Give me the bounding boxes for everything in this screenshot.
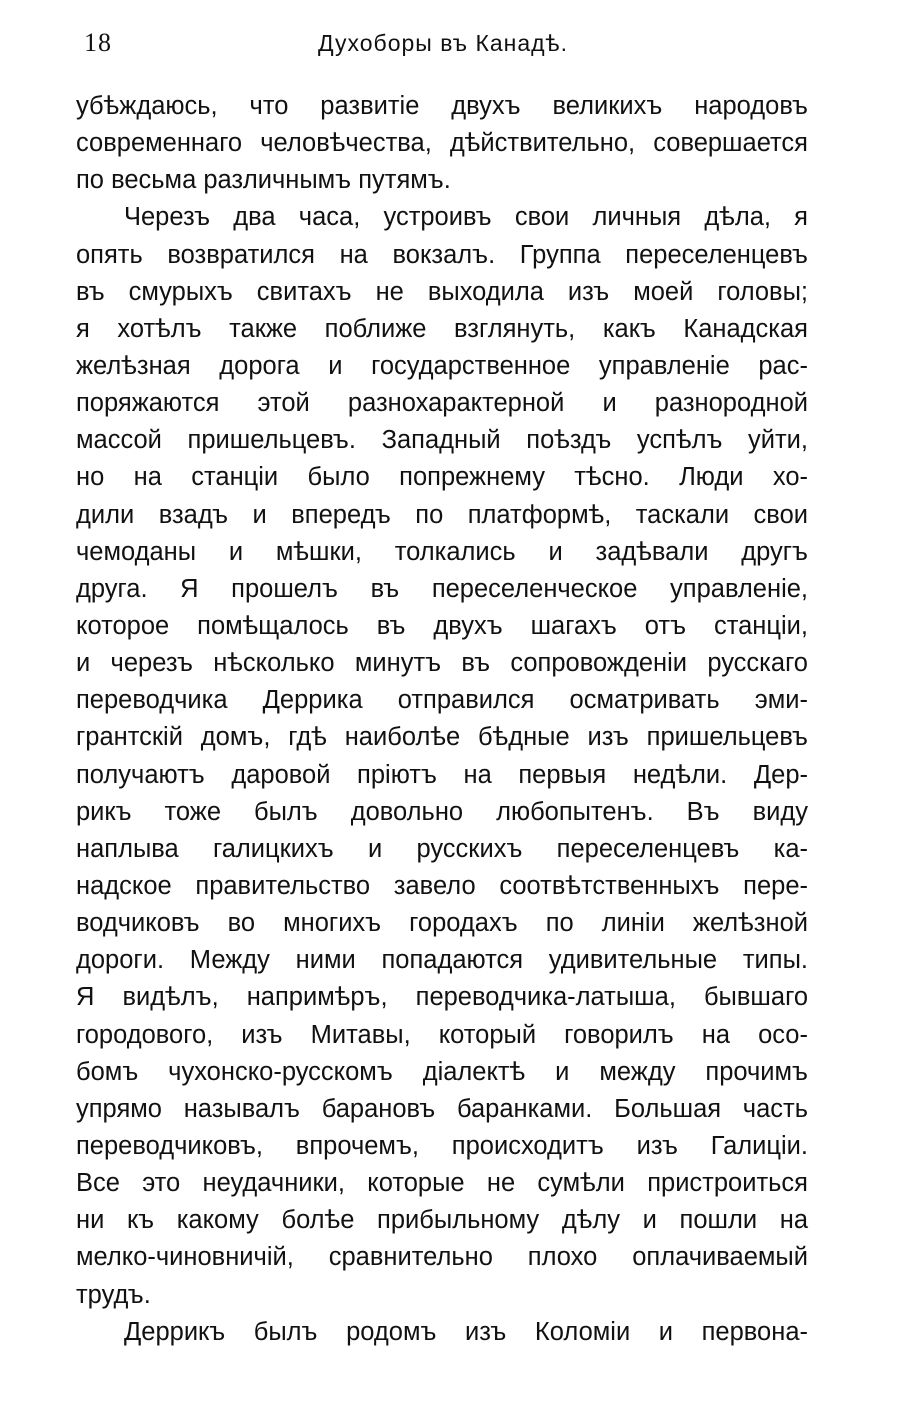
text-line: дороги. Между ними попадаются удивительные типы.	[76, 946, 808, 975]
text-line: но на станціи было попрежнему тѣсно. Люди хо-	[76, 463, 808, 492]
text-line: грантскій домъ, гдѣ наиболѣе бѣдные изъ пришельцевъ	[76, 723, 808, 752]
text-line: Я видѣлъ, напримѣръ, переводчика-латыша, бывшаго	[76, 983, 808, 1012]
text-line: Деррикъ былъ родомъ изъ Коломіи и первона-	[124, 1317, 808, 1346]
text-line: упрямо называлъ барановъ баранками. Большая часть	[76, 1094, 808, 1123]
text-line: которое помѣщалось въ двухъ шагахъ отъ станціи,	[76, 611, 808, 640]
body-text	[76, 88, 808, 1351]
text-line: переводчиковъ, впрочемъ, происходитъ изъ Галиціи.	[76, 1131, 808, 1160]
text-line: ни къ какому болѣе прибыльному дѣлу и пошли на	[76, 1206, 808, 1235]
text-line: наплыва галицкихъ и русскихъ переселенцевъ ка-	[76, 834, 808, 863]
text-line: трудъ.	[76, 1280, 151, 1309]
text-line: получаютъ даровой пріютъ на первыя недѣли. Дер-	[76, 760, 808, 789]
text-line: желѣзная дорога и государственное управленіе рас-	[76, 351, 808, 380]
page-number: 18	[84, 28, 112, 57]
text-line: друга. Я прошелъ въ переселенческое управленіе,	[76, 574, 808, 603]
text-line: водчиковъ во многихъ городахъ по линіи желѣзной	[76, 909, 808, 938]
text-line: рикъ тоже былъ довольно любопытенъ. Въ виду	[76, 797, 808, 826]
text-line: опять возвратился на вокзалъ. Группа переселенцевъ	[76, 240, 808, 269]
text-line: городового, изъ Митавы, который говорилъ на осо-	[76, 1020, 808, 1049]
text-line: убѣждаюсь, что развитіе двухъ великихъ народовъ	[76, 92, 808, 120]
text-line: поряжаются этой разнохарактерной и разнородной	[76, 389, 808, 418]
text-line: дили взадъ и впередъ по платформѣ, таскали свои	[76, 500, 808, 529]
text-line: бомъ чухонско-русскомъ діалектѣ и между прочимъ	[76, 1057, 808, 1086]
text-line: Черезъ два часа, устроивъ свои личныя дѣла, я	[124, 203, 808, 232]
text-line: мелко-чиновничій, сравнительно плохо оплачиваемый	[76, 1243, 808, 1272]
page-header	[78, 28, 808, 68]
text-line: по весьма различнымъ путямъ.	[76, 166, 451, 195]
text-line: и черезъ нѣсколько минутъ въ сопровожденіи русскаго	[76, 649, 808, 678]
text-line: надское правительство завело соотвѣтственныхъ пере-	[76, 871, 808, 900]
text-line: въ смурыхъ свитахъ не выходила изъ моей головы;	[76, 277, 808, 306]
text-line: переводчика Деррика отправился осматривать эми-	[76, 686, 808, 715]
text-line: массой пришельцевъ. Западный поѣздъ успѣлъ уйти,	[76, 426, 808, 455]
text-line: я хотѣлъ также поближе взглянуть, какъ Канадская	[76, 314, 808, 343]
text-line: Все это неудачники, которые не сумѣли пристроиться	[76, 1169, 808, 1198]
text-line: современнаго человѣчества, дѣйствительно, совершается	[76, 129, 808, 158]
text-line: чемоданы и мѣшки, толкались и задѣвали другъ	[76, 537, 808, 566]
running-title: Духоборы въ Канадѣ.	[317, 30, 569, 56]
